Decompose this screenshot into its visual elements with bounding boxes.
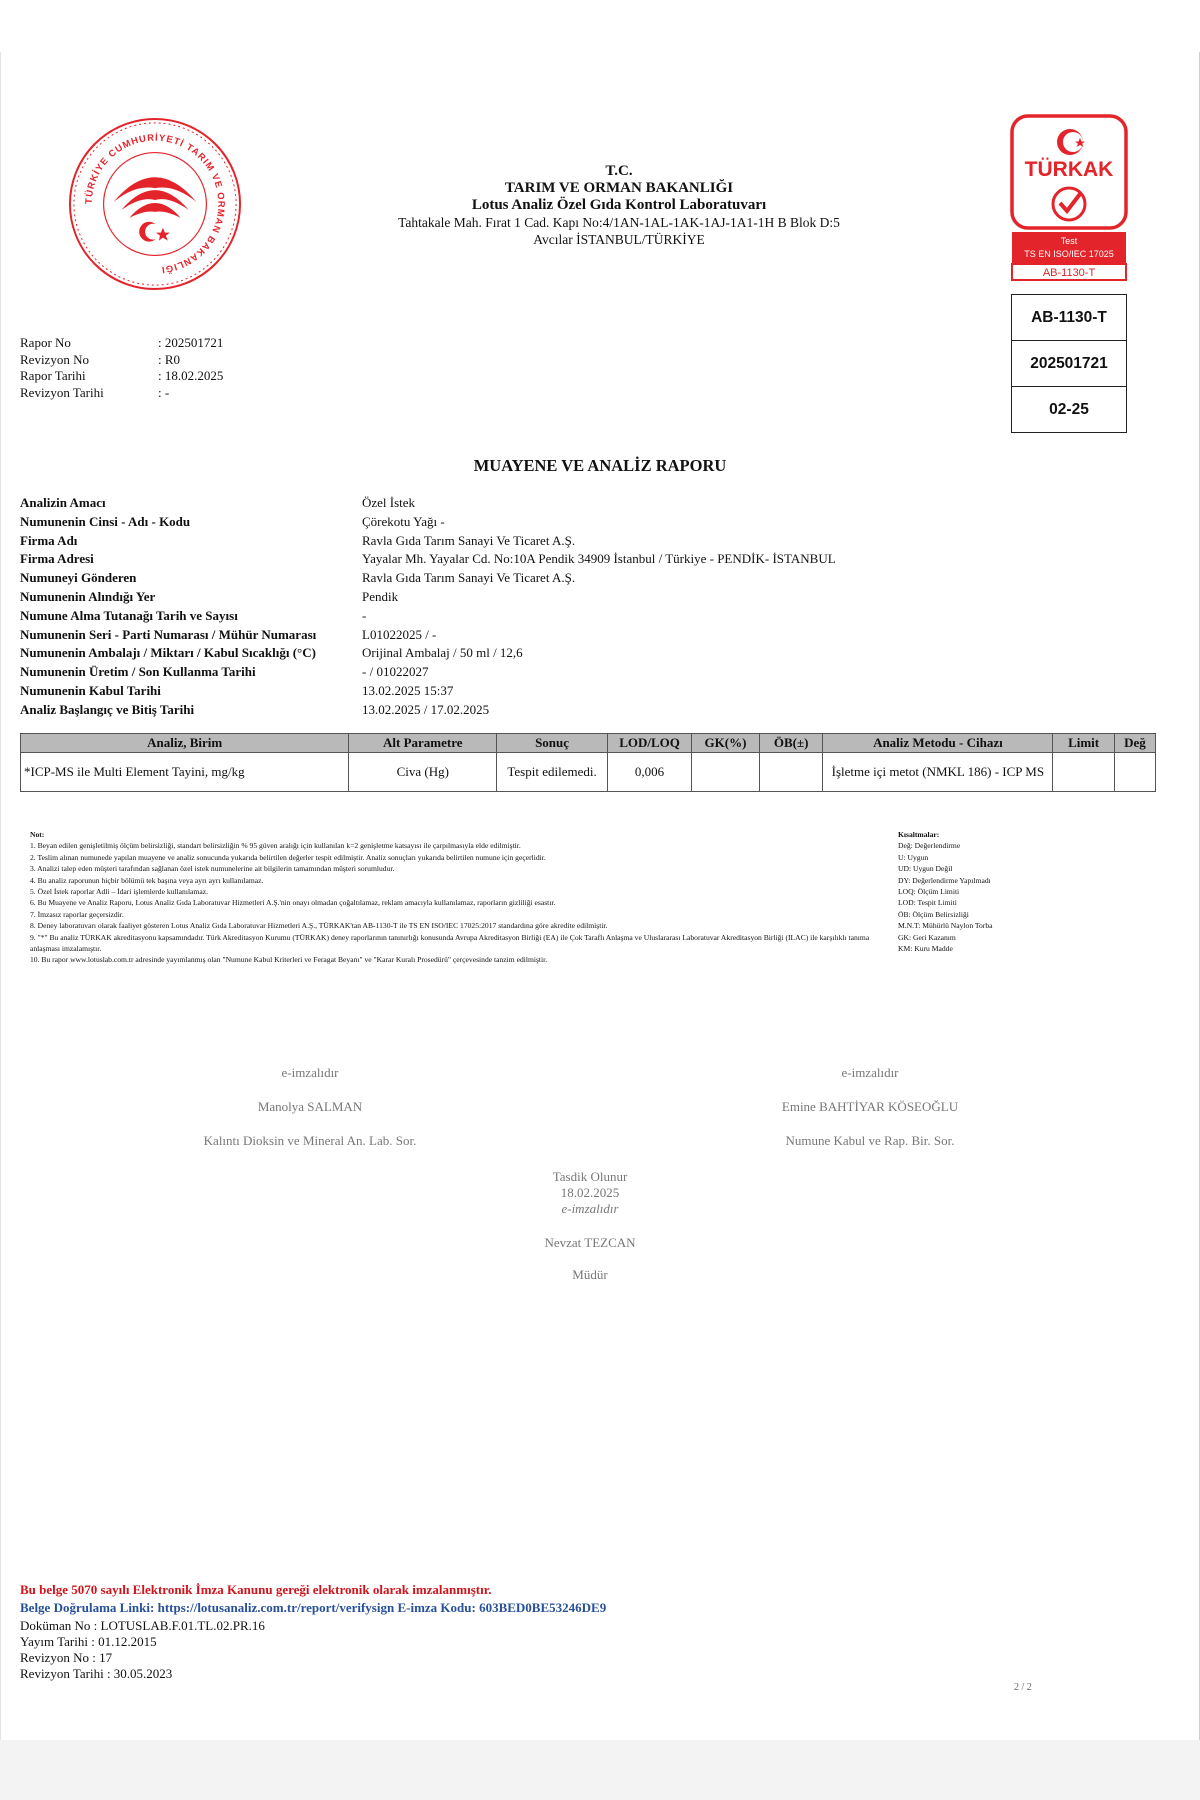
signature-status: e-imzalıdır: [561, 1201, 619, 1216]
col-header: Alt Parametre: [349, 734, 497, 753]
info-label: Numunenin Cinsi - Adı - Kodu: [20, 513, 191, 529]
approval-date: 18.02.2025: [560, 1185, 620, 1200]
note-item: 5. Özel İstek raporlar Adli – İdari işlemlerde kullanılamaz.: [30, 887, 208, 897]
info-row: [20, 494, 836, 513]
table-cell: [1053, 753, 1115, 792]
abbreviations-section: [898, 829, 1098, 954]
info-row: [20, 607, 836, 626]
table-cell: 0,006: [607, 753, 691, 792]
info-row: [20, 532, 836, 551]
col-header: LOD/LOQ: [607, 734, 691, 753]
header-address: Tahtakale Mah. Fırat 1 Cad. Kapı No:4/1AN-1AL-1AK-1AJ-1A1-1H B Blok D:5: [398, 215, 840, 230]
lab-header: [330, 163, 908, 248]
turkak-code: AB-1130-T: [1042, 267, 1096, 279]
abbreviation-item: DY: Değerlendirme Yapılmadı: [898, 875, 991, 885]
report-number-code: 202501721: [1012, 341, 1126, 387]
info-row: [20, 644, 836, 663]
info-label: Numuneyi Gönderen: [20, 570, 137, 586]
info-value: - / 01022027: [362, 664, 429, 680]
meta-row: [20, 335, 223, 352]
meta-value: : 18.02.2025: [158, 368, 224, 383]
meta-row: [20, 352, 223, 369]
info-row: [20, 550, 836, 569]
table-cell: Tespit edilemedi.: [497, 753, 608, 792]
note-item: 2. Teslim alınan numunede yapılan muayene ve analiz sonucunda yukarıda belirtilen değerler tespit edilmiştir. Analiz sonuçları yukarıda belirtilen numune için geçerlidir.: [30, 852, 546, 862]
abbreviation-item: U: Uygun: [898, 852, 929, 862]
revision-number: Revizyon No : 17: [20, 1650, 113, 1665]
info-label: Firma Adresi: [20, 551, 94, 567]
meta-row: [20, 368, 223, 385]
col-header: ÖB(±): [759, 734, 823, 753]
col-header: GK(%): [692, 734, 760, 753]
turkak-standard: TS EN ISO/IEC 17025: [1024, 249, 1114, 259]
table-cell: [1114, 753, 1155, 792]
col-header: Analiz, Birim: [21, 734, 349, 753]
info-row: [20, 663, 836, 682]
approval-label: Tasdik Olunur: [552, 1169, 628, 1184]
e-signature-notice: Bu belge 5070 sayılı Elektronik İmza Kanunu gereği elektronik olarak imzalanmıştır.: [20, 1582, 492, 1597]
info-value: Ravla Gıda Tarım Sanayi Ve Ticaret A.Ş.: [362, 532, 576, 548]
note-item: 1. Beyan edilen genişletilmiş ölçüm belirsizliği, standart belirsizliğin % 95 güven aralığı için kullanılan k=2 genişletme katsayısı ile çarpılmasıyla elde edilmiştir.: [30, 841, 521, 851]
note-item: 10. Bu rapor www.lotuslab.com.tr adresinde yayımlanmış olan "Numune Kabul Kriterleri ve Feragat Beyanı" ve "Karar Kuralı Prosedürü" çerçevesinde tanzim edilmiştir.: [30, 955, 548, 965]
info-value: Çörekotu Yağı -: [362, 513, 445, 529]
document-info: [20, 1618, 265, 1682]
info-value: 13.02.2025 15:37: [362, 682, 454, 698]
header-city: Avcılar İSTANBUL/TÜRKİYE: [533, 232, 705, 247]
signature-approval: [440, 1169, 740, 1283]
info-label: Numunenin Üretim / Son Kullanma Tarihi: [20, 664, 256, 680]
table-cell: Civa (Hg): [349, 753, 497, 792]
meta-label: Revizyon Tarihi: [20, 384, 104, 400]
signer-role: Numune Kabul ve Rap. Bir. Sor.: [785, 1133, 955, 1148]
notes-title: Not:: [30, 830, 45, 839]
info-value: L01022025 / -: [362, 626, 437, 642]
header-country: T.C.: [605, 163, 633, 179]
doc-number: Doküman No : LOTUSLAB.F.01.TL.02.PR.16: [20, 1618, 265, 1633]
col-header: Değ: [1114, 734, 1155, 753]
note-item: 6. Bu Muayene ve Analiz Raporu, Lotus Analiz Gıda Laboratuvar Hizmetleri A.Ş.'nin onayı olmadan çoğaltılamaz, reklam amacıyla kullanılamaz, raporların gizliliği esastır.: [30, 898, 556, 908]
seal-ring-text: TÜRKİYE CUMHURİYETİ TARIM VE ORMAN BAKANLIĞI: [82, 131, 228, 276]
table-header-row: [21, 734, 1156, 753]
col-header: Sonuç: [497, 734, 608, 753]
abbreviation-item: Değ: Değerlendirme: [898, 841, 961, 851]
signature-status: e-imzalıdır: [841, 1065, 899, 1080]
meta-label: Rapor Tarihi: [20, 368, 86, 383]
info-label: Firma Adı: [20, 532, 78, 548]
table-cell: [692, 753, 760, 792]
col-header: Limit: [1053, 734, 1115, 753]
table-cell: İşletme içi metot (NMKL 186) - ICP MS: [823, 753, 1053, 792]
ministry-seal-icon: [66, 115, 244, 293]
info-row: [20, 588, 836, 607]
info-label: Numunenin Seri - Parti Numarası / Mühür Numarası: [20, 626, 317, 642]
abbreviation-item: LOD: Tespit Limiti: [898, 898, 957, 908]
note-item: 8. Deney laboratuvarı olarak faaliyet gösteren Lotus Analiz Gıda Laboratuvar Hizmetleri A.Ş., TÜRKAK'tan AB-1130-T ile TS EN ISO/IEC 17025:2017 standardına göre akredite edilmiştir.: [30, 921, 608, 931]
meta-value: : 202501721: [158, 335, 224, 350]
abbreviation-item: ÖB: Ölçüm Belirsizliği: [898, 909, 969, 919]
info-label: Numune Alma Tutanağı Tarih ve Sayısı: [20, 607, 238, 623]
signature-left: [150, 1056, 470, 1158]
signer-name: Emine BAHTİYAR KÖSEOĞLU: [781, 1099, 959, 1114]
info-label: Analiz Başlangıç ve Bitiş Tarihi: [20, 701, 195, 717]
note-item: 3. Analizi talep eden müşteri tarafından sağlanan özel istek numunelerine ait bilgilerin tamamından müşteri sorumludur.: [30, 864, 395, 874]
turkak-test-label: Test: [1060, 236, 1078, 246]
signer-name: Nevzat TEZCAN: [544, 1235, 636, 1250]
signer-role: Müdür: [572, 1267, 608, 1282]
meta-value: : R0: [158, 351, 181, 367]
note-item: 9. "*" Bu analiz TÜRKAK akreditasyonu kapsamındadır. Türk Akreditasyon Kurumu (TÜRKAK) deney raporlarının tanınırlığı konusunda Avrupa Akreditasyon Birliği (EA) ile Çok Taraflı Anlaşma ve Uluslararası Laboratuvar Akreditasyon Birliği (ILAC) ile karşılıklı tanıma anlaşması imzalamıştır.: [30, 932, 870, 954]
verification-link[interactable]: Belge Doğrulama Linki: https://lotusanaliz.com.tr/report/verifysign E-imza Kodu: 603BED0BE53246DE9: [20, 1600, 607, 1615]
col-header: Analiz Metodu - Cihazı: [823, 734, 1053, 753]
meta-label: Rapor No: [20, 335, 71, 350]
info-value: 13.02.2025 / 17.02.2025: [362, 701, 490, 717]
info-row: [20, 569, 836, 588]
info-value: Ravla Gıda Tarım Sanayi Ve Ticaret A.Ş.: [362, 570, 576, 586]
results-table: [20, 733, 1156, 792]
notes-section: [30, 829, 890, 966]
page-number: 2 / 2: [1014, 1682, 1032, 1693]
abbreviations-title: Kısaltmalar:: [898, 830, 940, 839]
info-row: [20, 626, 836, 645]
sample-info: [20, 494, 836, 720]
info-value: Özel İstek: [362, 495, 416, 510]
signer-name: Manolya SALMAN: [257, 1099, 363, 1114]
accreditation-code-box: [1011, 294, 1127, 433]
signature-status: e-imzalıdır: [281, 1065, 339, 1080]
accreditation-code: AB-1130-T: [1012, 295, 1126, 341]
date-code: 02-25: [1049, 401, 1089, 418]
table-cell: *ICP-MS ile Multi Element Tayini, mg/kg: [21, 753, 349, 792]
turkak-brand: TÜRKAK: [1024, 158, 1114, 181]
publish-date: Yayım Tarihi : 01.12.2015: [20, 1634, 157, 1649]
report-meta: [20, 335, 223, 401]
info-value: Yayalar Mh. Yayalar Cd. No:10A Pendik 34909 İstanbul / Türkiye - PENDİK- İSTANBUL: [362, 551, 836, 567]
header-lab-name: Lotus Analiz Özel Gıda Kontrol Laboratuvarı: [471, 197, 767, 213]
info-row: [20, 513, 836, 532]
meta-label: Revizyon No: [20, 351, 89, 367]
turkak-accreditation-icon: [1010, 114, 1128, 282]
abbreviation-item: M.N.T: Mühürlü Naylon Torba: [898, 921, 993, 931]
info-value: Pendik: [362, 588, 399, 604]
abbreviation-item: GK: Geri Kazanım: [898, 932, 956, 942]
meta-value: : -: [158, 384, 170, 400]
info-label: Numunenin Ambalajı / Miktarı / Kabul Sıcaklığı (°C): [20, 645, 316, 661]
revision-date: Revizyon Tarihi : 30.05.2023: [20, 1666, 173, 1681]
info-label: Analizin Amacı: [20, 495, 106, 510]
report-title: MUAYENE VE ANALİZ RAPORU: [473, 456, 727, 475]
page-gutter: [0, 1740, 1200, 1800]
info-row: [20, 701, 836, 720]
table-cell: [759, 753, 823, 792]
signature-right: [710, 1056, 1030, 1158]
info-value: -: [362, 607, 367, 623]
abbreviation-item: LOQ: Ölçüm Limiti: [898, 887, 960, 897]
info-label: Numunenin Alındığı Yer: [20, 588, 156, 604]
table-row: [21, 753, 1156, 792]
note-item: 4. Bu analiz raporunun hiçbir bölümü tek başına veya ayrı ayrı kullanılamaz.: [30, 875, 264, 885]
info-label: Numunenin Kabul Tarihi: [20, 682, 161, 698]
meta-row: [20, 385, 223, 402]
note-item: 7. İmzasız raporlar geçersizdir.: [30, 909, 124, 919]
abbreviation-item: KM: Kuru Madde: [898, 944, 953, 954]
abbreviation-item: UD: Uygun Değil: [898, 864, 953, 874]
header-ministry: TARIM VE ORMAN BAKANLIĞI: [504, 180, 734, 196]
signer-role: Kalıntı Dioksin ve Mineral An. Lab. Sor.: [203, 1133, 417, 1148]
info-value: Orijinal Ambalaj / 50 ml / 12,6: [362, 645, 523, 661]
info-row: [20, 682, 836, 701]
